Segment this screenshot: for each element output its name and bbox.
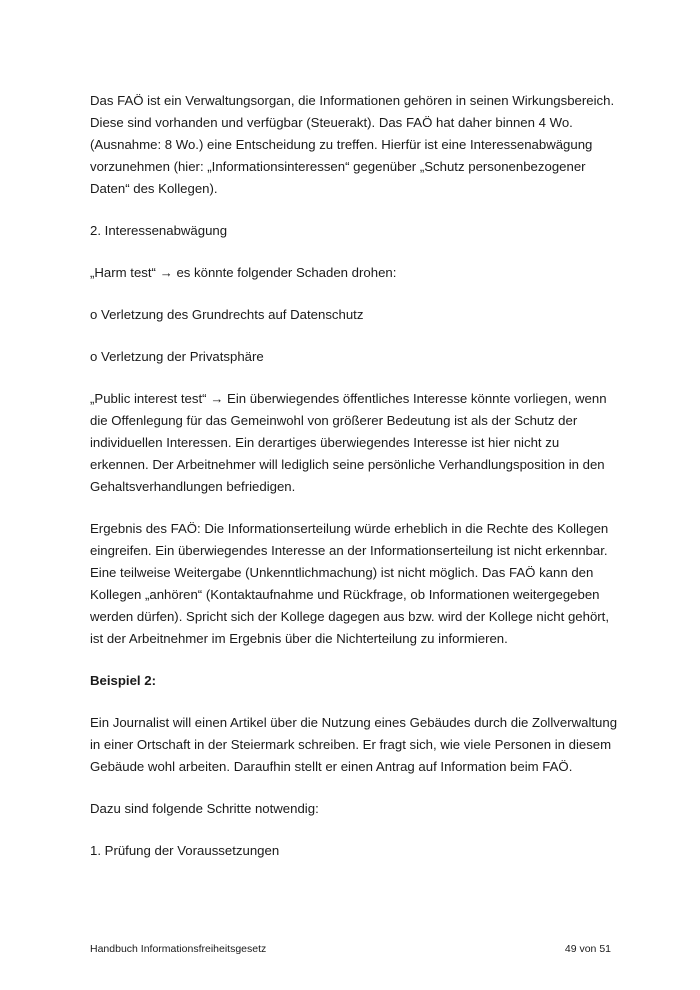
list-item-datenschutz: o Verletzung des Grundrechts auf Datenschutz bbox=[90, 307, 364, 322]
paragraph-schritte: Dazu sind folgende Schritte notwendig: bbox=[90, 801, 319, 816]
paragraph-journalist: Ein Journalist will einen Artikel über die Nutzung eines Gebäudes durch die Zollverwaltung in einer Ortschaft in der Steiermark schreiben. Er fragt sich, wie viele Personen in diesem Gebäude wohl arbeiten. Daraufhin stellt er einen Antrag auf Information beim FAÖ. bbox=[90, 715, 618, 774]
paragraph-public-interest-test: „Public interest test“ → Ein überwiegendes öffentliches Interesse könnte vorliegen, wenn die Offenlegung für das Gemeinwohl von größerer Bedeutung ist als der Schutz der individuellen Interessen. Ein derartiges überwiegendes Interesse ist hier nicht zu erkennen. Der Arbeitnehmer will lediglich seine persönliche Verhandlungsposition in den Gehaltsverhandlungen befriedigen. bbox=[90, 391, 607, 494]
paragraph-ergebnis: Ergebnis des FAÖ: Die Informationserteilung würde erheblich in die Rechte des Kollegen eingreifen. Ein überwiegendes Interesse an der Informationserteilung ist nicht erkennbar. Eine teilweise Weitergabe (Unkenntlichmachung) ist nicht möglich. Das FAÖ kann den Kollegen „anhören“ (Kontaktaufnahme und Rückfrage, ob Informationen weitergegeben werden dürfen). Spricht sich der Kollege dagegen aus bzw. wird der Kollege nicht gehört, ist der Arbeitnehmer im Ergebnis über die Nichterteilung zu informieren. bbox=[90, 521, 610, 646]
heading-pruefung: 1. Prüfung der Voraussetzungen bbox=[90, 843, 280, 858]
list-item-privatsphaere: o Verletzung der Privatsphäre bbox=[90, 349, 264, 364]
document-body bbox=[90, 90, 620, 882]
footer-title: Handbuch Informationsfreiheitsgesetz bbox=[90, 943, 267, 955]
page-number: 49 von 51 bbox=[564, 943, 611, 955]
heading-beispiel-2: Beispiel 2: bbox=[90, 673, 156, 688]
paragraph-intro: Das FAÖ ist ein Verwaltungsorgan, die Informationen gehören in seinen Wirkungsbereich. Diese sind vorhanden und verfügbar (Steuerakt). Das FAÖ hat daher binnen 4 Wo. (Ausnahme: 8 Wo.) eine Entscheidung zu treffen. Hierfür ist eine Interessenabwägung vorzunehmen (hier: „Informationsinteressen“ gegenüber „Schutz personenbezogener Daten“ des Kollegen). bbox=[90, 93, 615, 196]
paragraph-harm-test: „Harm test“ → es könnte folgender Schaden drohen: bbox=[90, 265, 397, 280]
heading-interessenabwaegung: 2. Interessenabwägung bbox=[90, 223, 228, 238]
